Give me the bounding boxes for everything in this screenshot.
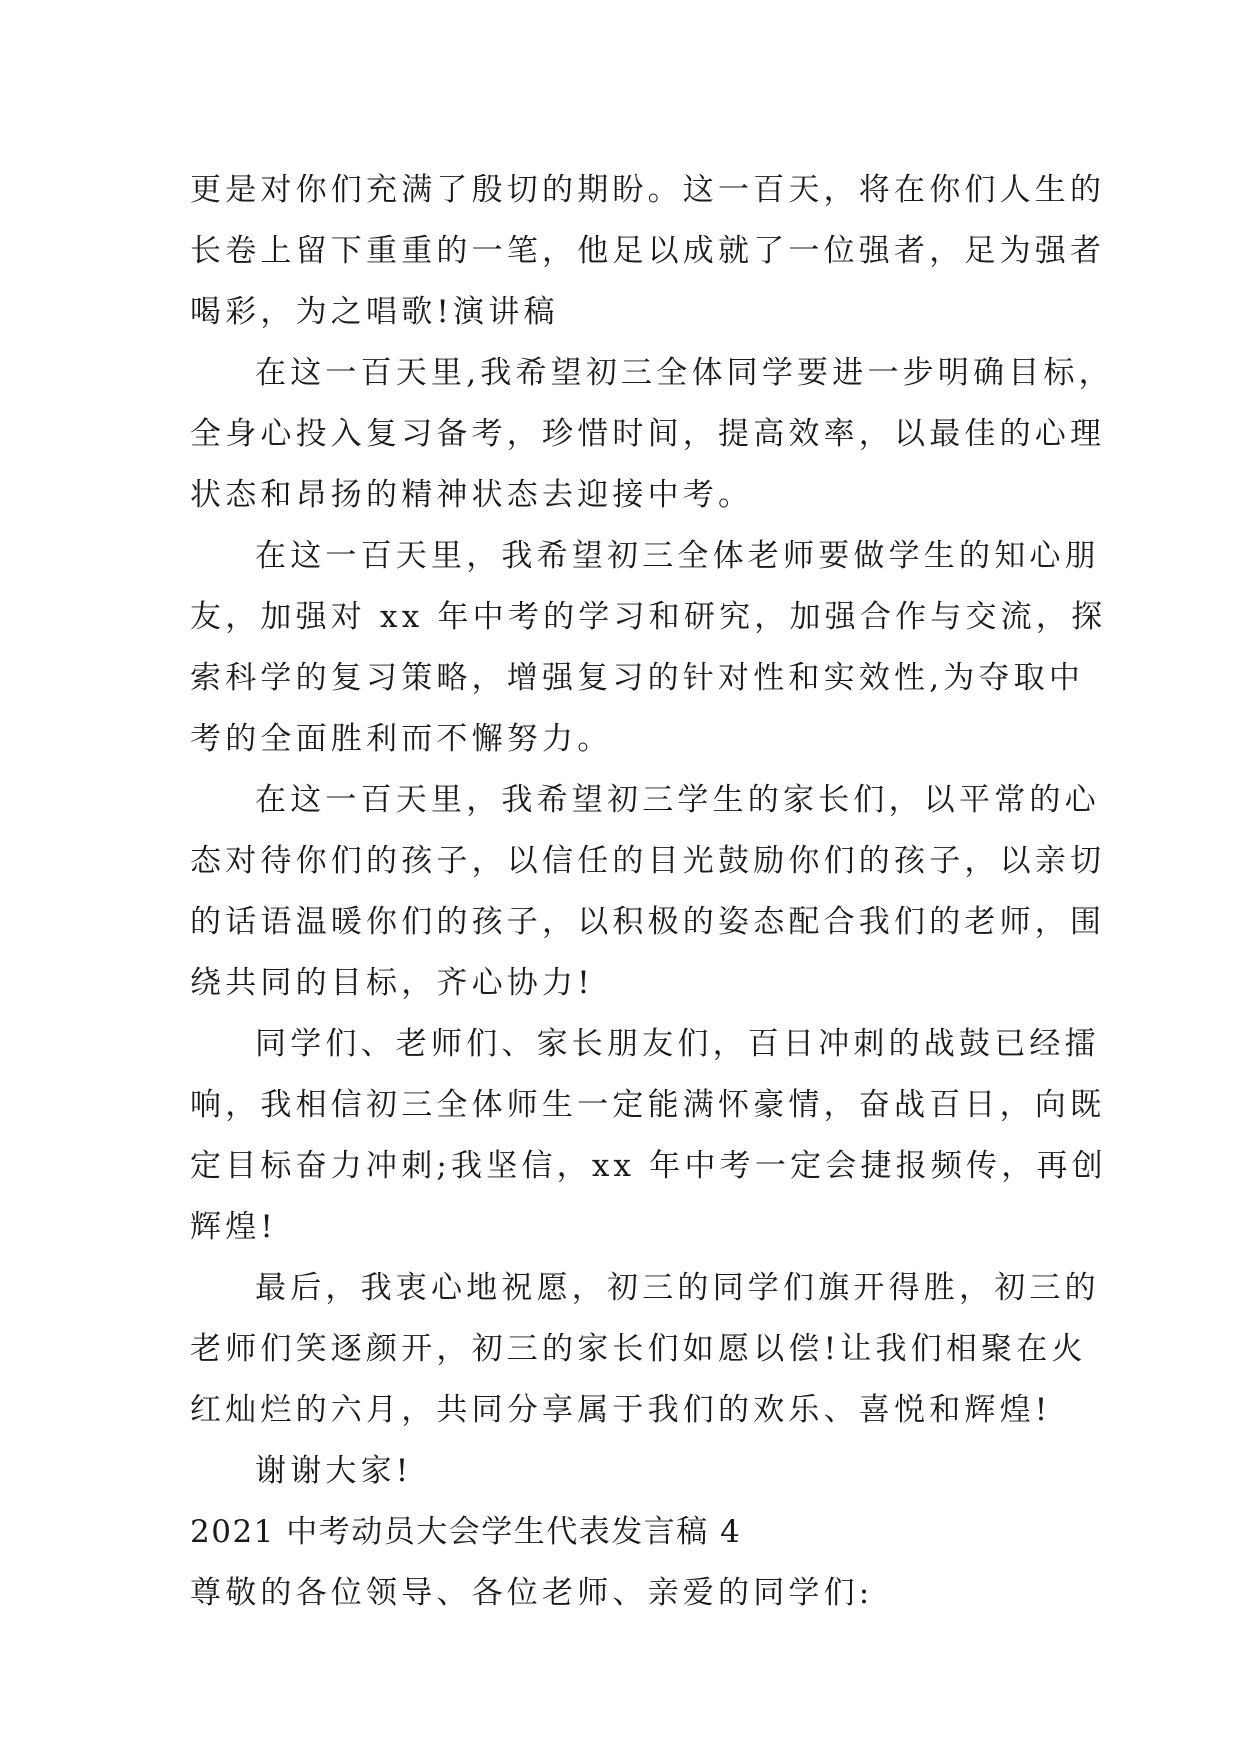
text-line: 定目标奋力冲刺;我坚信，xx 年中考一定会捷报频传，再创 [190, 1148, 1107, 1184]
text-line: 状态和昂扬的精神状态去迎接中考。 [190, 477, 754, 513]
text-line: 在这一百天里,我希望初三全体同学要进一步明确目标， [255, 355, 1114, 391]
text-line: 响，我相信初三全体师生一定能满怀豪情，奋战百日，向既 [190, 1087, 1106, 1123]
text-line: 辉煌! [190, 1209, 278, 1245]
text-line: 谢谢大家! [255, 1453, 413, 1489]
text-line: 绕共同的目标，齐心协力! [190, 965, 594, 1001]
text-line: 考的全面胜利而不懈努力。 [190, 721, 613, 757]
text-line: 在这一百天里，我希望初三学生的家长们，以平常的心 [255, 782, 1100, 818]
text-line: 友，加强对 xx 年中考的学习和研究，加强合作与交流，探 [190, 599, 1107, 635]
paragraph [190, 1441, 1050, 1502]
paragraph [190, 526, 1107, 770]
paragraph [190, 1258, 1100, 1441]
paragraph [190, 160, 1106, 343]
text-line: 红灿烂的六月，共同分享属于我们的欢乐、喜悦和辉煌! [190, 1392, 1052, 1428]
text-line: 同学们、老师们、家长朋友们，百日冲刺的战鼓已经擂 [255, 1026, 1100, 1062]
section-heading: 2021 中考动员大会学生代表发言稿 4 [190, 1514, 742, 1550]
paragraph [190, 343, 1114, 526]
text-line: 的话语温暖你们的孩子，以积极的姿态配合我们的老师，围 [190, 904, 1106, 940]
text-line: 更是对你们充满了殷切的期盼。这一百天，将在你们人生的 [190, 172, 1106, 208]
text-line: 全身心投入复习备考，珍惜时间，提高效率，以最佳的心理 [190, 416, 1106, 452]
text-line: 长卷上留下重重的一笔，他足以成就了一位强者，足为强者 [190, 233, 1106, 269]
salutation: 尊敬的各位领导、各位老师、亲爱的同学们: [190, 1575, 874, 1611]
paragraph [190, 1014, 1107, 1258]
text-line: 喝彩，为之唱歌!演讲稿 [190, 294, 559, 330]
text-line: 在这一百天里，我希望初三全体老师要做学生的知心朋 [255, 538, 1100, 574]
document-page [190, 160, 1114, 1624]
text-line: 最后，我衷心地祝愿，初三的同学们旗开得胜，初三的 [255, 1270, 1100, 1306]
text-line: 态对待你们的孩子，以信任的目光鼓励你们的孩子，以亲切 [190, 843, 1106, 879]
text-line: 索科学的复习策略，增强复习的针对性和实效性,为夺取中 [190, 660, 1085, 696]
text-line: 老师们笑逐颜开，初三的家长们如愿以偿!让我们相聚在火 [190, 1331, 1087, 1367]
paragraph [190, 770, 1106, 1014]
